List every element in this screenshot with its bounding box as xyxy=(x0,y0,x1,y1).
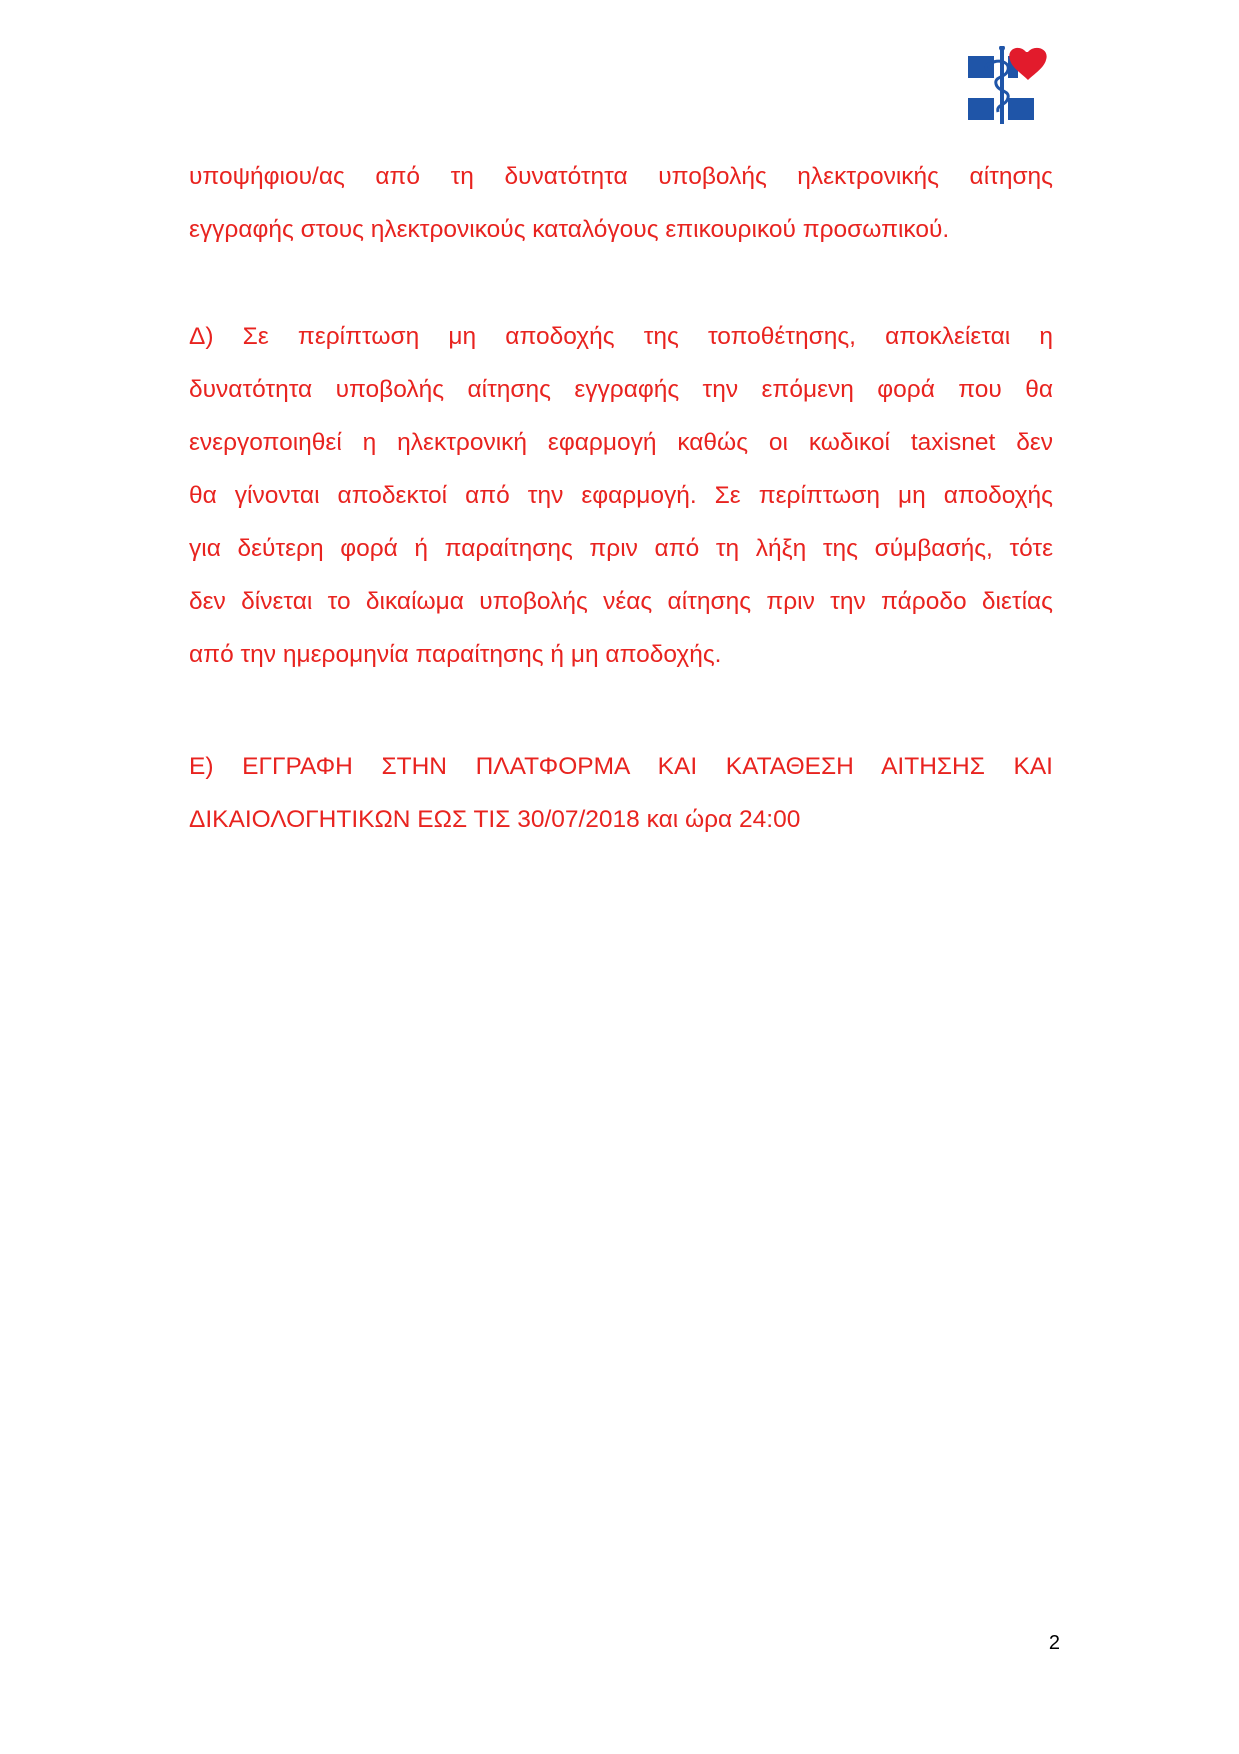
paragraph-e xyxy=(189,740,1053,846)
paragraph-d xyxy=(189,310,1053,681)
paragraph-continuation xyxy=(189,150,1053,256)
text-line: δεν δίνεται το δικαίωμα υποβολής νέας αίτησης πριν την πάροδο διετίας xyxy=(189,588,1053,615)
text-line: ενεργοποιηθεί η ηλεκτρονική εφαρμογή καθώς οι κωδικοί taxisnet δεν xyxy=(189,429,1053,456)
text-line: υποψήφιου/ας από τη δυνατότητα υποβολής ηλεκτρονικής αίτησης xyxy=(189,163,1053,190)
text-line: Ε) ΕΓΓΡΑΦΗ ΣΤΗΝ ΠΛΑΤΦΟΡΜΑ ΚΑΙ ΚΑΤΑΘΕΣΗ ΑΙΤΗΣΗΣ ΚΑΙ xyxy=(189,753,1053,780)
text-line: εγγραφής στους ηλεκτρονικούς καταλόγους επικουρικού προσωπικού. xyxy=(189,216,950,243)
text-line: για δεύτερη φορά ή παραίτησης πριν από τη λήξη της σύμβασής, τότε xyxy=(189,535,1053,562)
text-line: θα γίνονται αποδεκτοί από την εφαρμογή. Σε περίπτωση μη αποδοχής xyxy=(189,482,1053,509)
text-line: Δ) Σε περίπτωση μη αποδοχής της τοποθέτησης, αποκλείεται η xyxy=(189,323,1053,350)
text-line: δυνατότητα υποβολής αίτησης εγγραφής την επόμενη φορά που θα xyxy=(189,376,1053,403)
page-number: 2 xyxy=(1048,1632,1060,1654)
text-line: ΔΙΚΑΙΟΛΟΓΗΤΙΚΩΝ ΕΩΣ ΤΙΣ 30/07/2018 και ώρα 24:00 xyxy=(189,806,801,833)
text-line: από την ημερομηνία παραίτησης ή μη αποδοχής. xyxy=(189,641,722,668)
greek-health-ministry-logo-icon xyxy=(968,46,1048,126)
